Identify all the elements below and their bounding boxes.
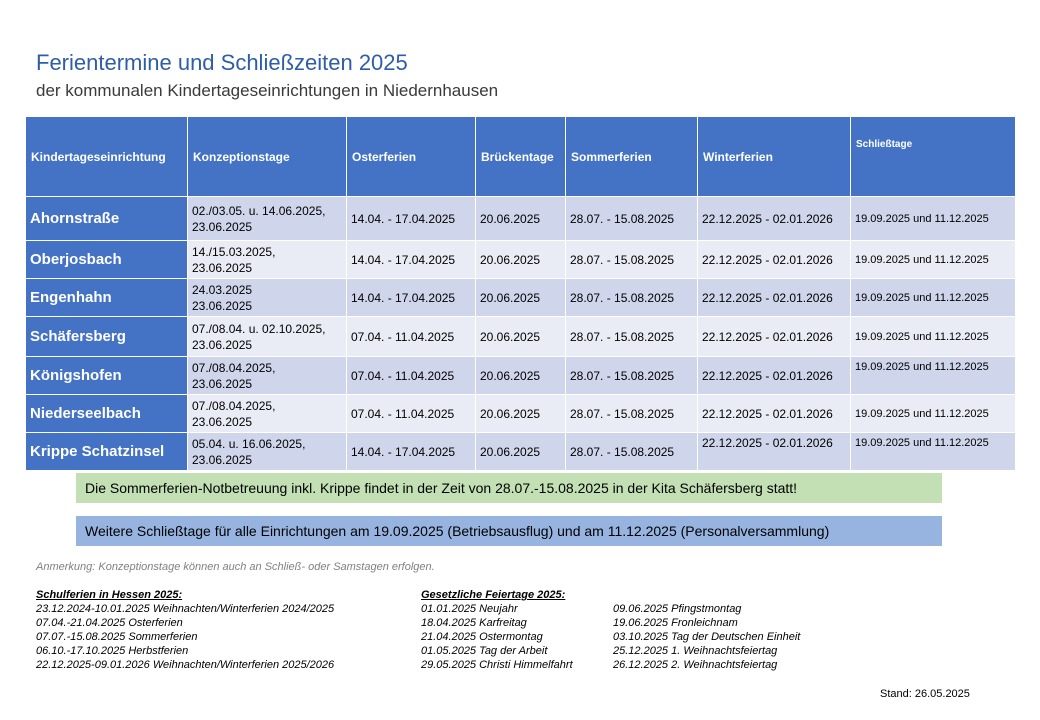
kita-name: Engenhahn — [26, 279, 188, 317]
osterferien-cell: 14.04. - 17.04.2025 — [347, 241, 476, 279]
konzeption-cell — [188, 279, 347, 317]
konzeption-cell — [188, 395, 347, 433]
list-item: 01.01.2025 Neujahr — [421, 603, 518, 615]
konzeption-line-1: 02./03.05. u. 14.06.2025, — [192, 203, 326, 218]
konzeption-line-1: 05.04. u. 16.06.2025, — [192, 436, 306, 451]
brueckentage-cell: 20.06.2025 — [476, 197, 566, 241]
list-item: 21.04.2025 Ostermontag — [421, 631, 543, 643]
konzeption-cell — [188, 197, 347, 241]
table-row — [26, 279, 1016, 317]
schedule-table — [25, 116, 1016, 471]
header-winterferien: Winterferien — [698, 117, 851, 197]
osterferien-cell: 14.04. - 17.04.2025 — [347, 279, 476, 317]
feiertage-list-1 — [421, 588, 573, 672]
list-item: 07.04.-21.04.2025 Osterferien — [36, 617, 183, 629]
kita-name: Ahornstraße — [26, 197, 188, 241]
sommerferien-cell: 28.07. - 15.08.2025 — [566, 357, 698, 395]
kita-name: Krippe Schatzinsel — [26, 433, 188, 471]
konzeption-line-2: 23.06.2025 — [192, 219, 253, 234]
winterferien-cell: 22.12.2025 - 02.01.2026 — [698, 317, 851, 357]
schliesstage-cell: 19.09.2025 und 11.12.2025 — [851, 279, 1016, 317]
sommerferien-cell: 28.07. - 15.08.2025 — [566, 241, 698, 279]
header-schliesstage: Schließtage — [851, 117, 1016, 197]
list-item: 29.05.2025 Christi Himmelfahrt — [421, 659, 573, 671]
list-item: 22.12.2025-09.01.2026 Weihnachten/Winterferien 2025/2026 — [36, 659, 335, 671]
header-osterferien: Osterferien — [347, 117, 476, 197]
winterferien-cell: 22.12.2025 - 02.01.2026 — [698, 241, 851, 279]
feiertage-list-2 — [613, 602, 800, 672]
list-item: 25.12.2025 1. Weihnachtsfeiertag — [613, 645, 778, 657]
schliesstage-note: Weitere Schließtage für alle Einrichtungen am 19.09.2025 (Betriebsausflug) und am 11.12.2025 (Personalversammlung) — [76, 516, 942, 546]
table-row — [26, 433, 1016, 471]
table-row — [26, 395, 1016, 433]
table-row — [26, 317, 1016, 357]
notbetreuung-note: Die Sommerferien-Notbetreuung inkl. Krippe findet in der Zeit von 28.07.-15.08.2025 in der Kita Schäfersberg statt! — [76, 473, 942, 503]
header-kita: Kindertageseinrichtung — [26, 117, 188, 197]
list-item: 23.12.2024-10.01.2025 Weihnachten/Winterferien 2024/2025 — [36, 603, 335, 615]
table-row — [26, 241, 1016, 279]
brueckentage-cell: 20.06.2025 — [476, 357, 566, 395]
sommerferien-cell: 28.07. - 15.08.2025 — [566, 317, 698, 357]
schliesstage-cell: 19.09.2025 und 11.12.2025 — [851, 197, 1016, 241]
page-subtitle: der kommunalen Kindertageseinrichtungen in Niedernhausen — [36, 81, 499, 100]
konzeption-cell — [188, 317, 347, 357]
konzeption-line-1: 24.03.2025 — [192, 282, 253, 297]
brueckentage-cell: 20.06.2025 — [476, 279, 566, 317]
schliesstage-cell: 19.09.2025 und 11.12.2025 — [851, 433, 1016, 471]
list-item: 03.10.2025 Tag der Deutschen Einheit — [613, 631, 801, 643]
brueckentage-cell: 20.06.2025 — [476, 433, 566, 471]
winterferien-cell: 22.12.2025 - 02.01.2026 — [698, 395, 851, 433]
kita-name: Schäfersberg — [26, 317, 188, 357]
sommerferien-cell: 28.07. - 15.08.2025 — [566, 197, 698, 241]
table-row — [26, 357, 1016, 395]
schliesstage-cell: 19.09.2025 und 11.12.2025 — [851, 317, 1016, 357]
konzeption-line-1: 07./08.04.2025, — [192, 360, 276, 375]
winterferien-cell: 22.12.2025 - 02.01.2026 — [698, 357, 851, 395]
winterferien-cell: 22.12.2025 - 02.01.2026 — [698, 279, 851, 317]
table-row — [26, 197, 1016, 241]
list-item: 09.06.2025 Pfingstmontag — [613, 603, 742, 615]
brueckentage-cell: 20.06.2025 — [476, 395, 566, 433]
list-item: 07.07.-15.08.2025 Sommerferien — [36, 631, 198, 643]
konzeption-line-2: 23.06.2025 — [192, 414, 253, 429]
schulferien-heading: Schulferien in Hessen 2025: — [36, 589, 183, 601]
list-item: 06.10.-17.10.2025 Herbstferien — [36, 645, 189, 657]
kita-name: Niederseelbach — [26, 395, 188, 433]
kita-name: Königshofen — [26, 357, 188, 395]
stand-date: Stand: 26.05.2025 — [880, 688, 970, 700]
konzeption-line-1: 07./08.04. u. 02.10.2025, — [192, 321, 326, 336]
sommerferien-cell: 28.07. - 15.08.2025 — [566, 433, 698, 471]
header-konzeptionstage: Konzeptionstage — [188, 117, 347, 197]
brueckentage-cell: 20.06.2025 — [476, 241, 566, 279]
kita-name: Oberjosbach — [26, 241, 188, 279]
konzeption-line-1: 14./15.03.2025, — [192, 244, 276, 259]
konzeption-line-2: 23.06.2025 — [192, 298, 253, 313]
osterferien-cell: 14.04. - 17.04.2025 — [347, 197, 476, 241]
table-header-row — [26, 117, 1016, 197]
osterferien-cell: 07.04. - 11.04.2025 — [347, 317, 476, 357]
osterferien-cell: 14.04. - 17.04.2025 — [347, 433, 476, 471]
sommerferien-cell: 28.07. - 15.08.2025 — [566, 279, 698, 317]
konzeption-line-1: 07./08.04.2025, — [192, 398, 276, 413]
konzeption-line-2: 23.06.2025 — [192, 260, 253, 275]
page-title: Ferientermine und Schließzeiten 2025 — [36, 50, 408, 75]
list-item: 26.12.2025 2. Weihnachtsfeiertag — [613, 659, 778, 671]
brueckentage-cell: 20.06.2025 — [476, 317, 566, 357]
schliesstage-cell: 19.09.2025 und 11.12.2025 — [851, 357, 1016, 395]
konzeption-line-2: 23.06.2025 — [192, 337, 253, 352]
winterferien-cell: 22.12.2025 - 02.01.2026 — [698, 197, 851, 241]
osterferien-cell: 07.04. - 11.04.2025 — [347, 357, 476, 395]
list-item: 18.04.2025 Karfreitag — [421, 617, 527, 629]
konzeption-cell — [188, 241, 347, 279]
konzeption-line-2: 23.06.2025 — [192, 376, 253, 391]
konzeption-line-2: 23.06.2025 — [192, 452, 253, 467]
osterferien-cell: 07.04. - 11.04.2025 — [347, 395, 476, 433]
konzeption-cell — [188, 433, 347, 471]
header-brueckentage: Brückentage — [476, 117, 566, 197]
schulferien-list — [36, 588, 334, 672]
sommerferien-cell: 28.07. - 15.08.2025 — [566, 395, 698, 433]
list-item: 19.06.2025 Fronleichnam — [613, 617, 738, 629]
konzeption-cell — [188, 357, 347, 395]
feiertage-heading: Gesetzliche Feiertage 2025: — [421, 589, 566, 601]
anmerkung-text: Anmerkung: Konzeptionstage können auch an Schließ- oder Samstagen erfolgen. — [36, 561, 435, 573]
header-sommerferien: Sommerferien — [566, 117, 698, 197]
winterferien-cell: 22.12.2025 - 02.01.2026 — [698, 433, 851, 471]
schliesstage-cell: 19.09.2025 und 11.12.2025 — [851, 241, 1016, 279]
list-item: 01.05.2025 Tag der Arbeit — [421, 645, 548, 657]
schliesstage-cell: 19.09.2025 und 11.12.2025 — [851, 395, 1016, 433]
